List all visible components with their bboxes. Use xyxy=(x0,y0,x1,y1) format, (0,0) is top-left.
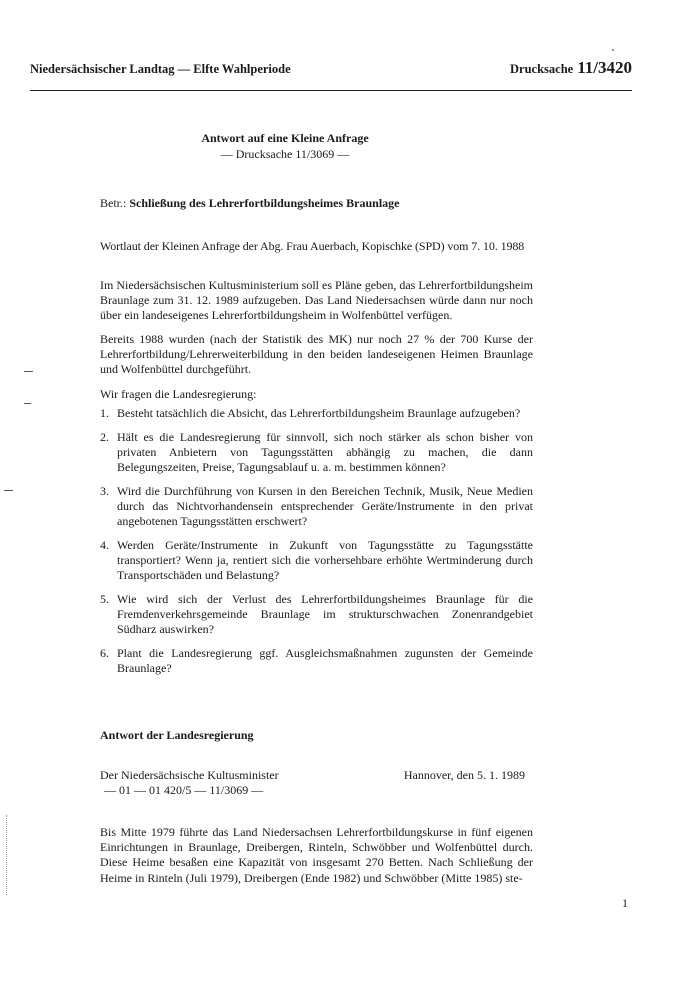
margin-mark xyxy=(24,403,31,404)
answer-heading: Antwort der Landesregierung xyxy=(100,728,254,742)
question-text: Wie wird sich der Verlust des Lehrerfortbildungsheimes Braunlage für die Fremdenverkehrsgemeinde Braunlage im strukturschwachen Zonenrandgebiet Südharz auswirken? xyxy=(117,592,533,637)
question-item xyxy=(100,484,533,530)
question-intro: Wir fragen die Landesregierung: xyxy=(100,387,257,401)
question-number: 5. xyxy=(100,592,109,607)
inquiry-wording: Wortlaut der Kleinen Anfrage der Abg. Frau Auerbach, Kopischke (SPD) vom 7. 10. 1988 xyxy=(100,239,525,253)
question-item xyxy=(100,592,533,638)
subject-text: Schließung des Lehrerfortbildungsheimes Braunlage xyxy=(129,196,400,210)
document-subtitle: — Drucksache 11/3069 — xyxy=(220,147,350,161)
question-number: 6. xyxy=(100,646,109,661)
question-number: 2. xyxy=(100,429,109,444)
question-item xyxy=(100,646,533,676)
question-text: Wird die Durchführung von Kursen in den Bereichen Technik, Musik, Neue Medien durch das Nichtvorhandensein entsprechender Geräte/Instrumente in den privat angebotenen Tagungsstätten erschwert? xyxy=(117,483,533,529)
question-number: 3. xyxy=(100,483,109,498)
header-parliament: Niedersächsischer Landtag — Elfte Wahlperiode xyxy=(30,62,291,76)
answer-paragraph: Bis Mitte 1979 führte das Land Niedersachsen Lehrerfortbildungskurse in fünf eigenen Einrichtungen in Braunlage, Dreibergen, Rinteln, Schwöbber und Wolfenbüttel durch. Diese Heime besaßen eine Kapazität von insgesamt 270 Betten. Nach Schließung der Heime in Rinteln (Juli 1979), Dreibergen (Ende 1982) und Schwöbber (Mitte 1985) ste- xyxy=(100,825,533,885)
question-item xyxy=(100,430,533,476)
header-drucksache-number: 11/3420 xyxy=(577,58,632,77)
subject-prefix: Betr.: xyxy=(100,196,127,210)
header-drucksache-label: Drucksache xyxy=(510,62,574,76)
margin-mark xyxy=(4,490,13,491)
answer-reference: — 01 — 01 420/5 — 11/3069 — xyxy=(104,783,264,798)
question-text: Besteht tatsächlich die Absicht, das Lehrerfortbildungsheim Braunlage aufzugeben? xyxy=(117,406,521,420)
subject-line xyxy=(100,196,533,211)
paragraph: Bereits 1988 wurden (nach der Statistik des MK) nur noch 27 % der 700 Kurse der Lehrerfortbildung/Lehrerweiterbildung in den beiden landeseigenen Heimen Braunlage und Wolfenbüttel durchgeführt. xyxy=(100,332,533,377)
scan-speck xyxy=(612,49,614,51)
page-header xyxy=(30,58,632,80)
document-title: Antwort auf eine Kleine Anfrage xyxy=(201,131,369,145)
answer-sender: Der Niedersächsische Kultusminister xyxy=(100,768,279,782)
answer-sender-block xyxy=(100,768,533,798)
question-text: Hält es die Landesregierung für sinnvoll, sich noch stärker als schon bisher von privaten Anbietern von Tagungsstätten abhängig zu machen, die dann Belegungszeiten, Preise, Tagungsablauf u. a. m. bestimmen können? xyxy=(117,429,533,475)
question-item xyxy=(100,538,533,584)
header-drucksache xyxy=(510,58,632,78)
question-text: Plant die Landesregierung ggf. Ausgleichsmaßnahmen zugunsten der Gemeinde Braunlage? xyxy=(117,646,533,676)
page-number: 1 xyxy=(622,896,628,910)
header-rule xyxy=(30,90,632,91)
question-text: Werden Geräte/Instrumente in Zukunft von Tagungsstätte zu Tagungsstätte transportiert? Wenn ja, rentiert sich die vorhersehbare erhöhte Wertminderung durch Transportschäden und Belastung? xyxy=(117,537,533,583)
question-item xyxy=(100,406,533,421)
answer-date: Hannover, den 5. 1. 1989 xyxy=(403,768,525,782)
margin-mark xyxy=(24,371,33,372)
paragraph: Im Niedersächsischen Kultusministerium soll es Pläne geben, das Lehrerfortbildungsheim Braunlage zum 31. 12. 1989 aufzugeben. Das Land Niedersachsen würde dann nur noch über ein landeseigenes Lehrerfortbildungsheim in Wolfenbüttel verfügen. xyxy=(100,278,533,323)
margin-line xyxy=(6,815,7,895)
question-number: 1. xyxy=(100,406,109,420)
question-number: 4. xyxy=(100,537,109,552)
question-list xyxy=(100,406,533,685)
